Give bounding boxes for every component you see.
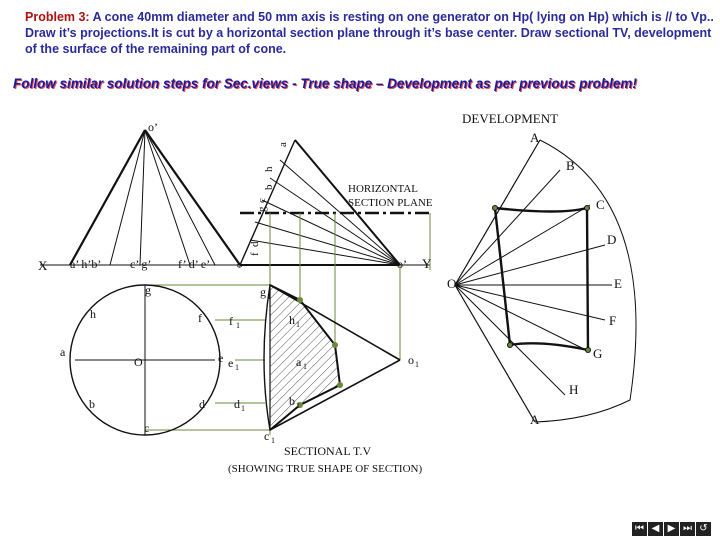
label-hsp-1: HORIZONTAL: [348, 183, 418, 195]
label-f1: f: [229, 314, 233, 328]
first-slide-icon[interactable]: ⏮: [632, 522, 647, 536]
label-dev-a: A: [530, 130, 540, 145]
label-o-right: o’: [397, 257, 407, 271]
label-g1: g: [260, 285, 266, 299]
label-o1-sub: 1: [415, 360, 419, 369]
sectional-top-view: [264, 285, 400, 430]
label-dev-g: G: [593, 346, 603, 361]
prev-slide-icon[interactable]: ◀: [648, 522, 663, 536]
label-dev-b: B: [566, 158, 575, 173]
label-d1: d: [234, 397, 240, 411]
label-tv-e: e: [218, 351, 224, 365]
label-dev-c: C: [596, 197, 605, 212]
label-xy-points: a’ h’b’: [70, 257, 102, 271]
problem-text: A cone 40mm diameter and 50 mm axis is resting on one generator on Hp( lying on Hp) which is // to Vp.. Draw it’s projections.It is cut by a horizontal section plane through it’s base center. Draw sectional TV, development of the surface of the remaining part of cone.: [25, 10, 714, 56]
label-tv-g: g: [145, 283, 151, 297]
label-dev-h: H: [569, 382, 579, 397]
return-icon[interactable]: ↺: [696, 522, 711, 536]
label-o1: o: [408, 353, 414, 367]
label-f1-sub: 1: [236, 321, 240, 330]
label-sectional-tv: SECTIONAL T.V: [284, 444, 372, 458]
label-tv-d: d: [199, 397, 205, 411]
label-gen-a: a: [277, 142, 289, 147]
label-b1-sub: 1: [296, 401, 300, 410]
label-e1-sub: 1: [235, 363, 239, 372]
label-gen-c: c: [256, 198, 268, 203]
label-h1: h: [289, 313, 295, 327]
label-y: Y: [422, 256, 432, 271]
label-h1-sub: 1: [296, 320, 300, 329]
label-gen-b: b: [263, 184, 275, 190]
label-tv-b: b: [89, 397, 95, 411]
label-hsp-2: SECTION PLANE: [348, 197, 433, 209]
last-slide-icon[interactable]: ⏭: [680, 522, 695, 536]
development: [455, 140, 636, 422]
label-g1-sub: 1: [267, 292, 271, 301]
label-gen-f: f: [249, 252, 261, 256]
label-c1-sub: 1: [271, 436, 275, 445]
instruction-banner: Follow similar solution steps for Sec.views - True shape – Development as per previous problem!: [13, 76, 637, 91]
label-x: X: [38, 258, 48, 273]
label-showing: (SHOWING TRUE SHAPE OF SECTION): [228, 463, 423, 475]
label-c1: c: [264, 429, 270, 443]
next-slide-icon[interactable]: ▶: [664, 522, 679, 536]
label-a1-sub: 1: [303, 362, 307, 371]
label-tv-h: h: [90, 307, 96, 321]
label-fde: f’ d’ e’: [178, 257, 211, 271]
label-development: DEVELOPMENT: [462, 111, 559, 126]
label-gen-h: h: [263, 166, 275, 172]
label-dev-d: D: [607, 232, 617, 247]
label-tv-c: c: [144, 421, 150, 435]
problem-number: Problem 3:: [25, 10, 90, 24]
label-a1: a: [296, 355, 302, 369]
label-dev-o: O: [447, 276, 457, 291]
label-dev-a2: A: [530, 412, 540, 427]
label-gen-g: g: [256, 206, 268, 212]
label-cg: c’ g’: [130, 257, 152, 271]
label-d1-sub: 1: [241, 404, 245, 413]
slide-nav: [632, 522, 711, 536]
label-dev-e: E: [614, 276, 622, 291]
label-b1: b: [289, 394, 295, 408]
label-o-top: o’: [148, 120, 158, 134]
label-gen-e: e: [233, 263, 245, 268]
label-dev-f: F: [609, 313, 617, 328]
label-tv-a: a: [60, 345, 66, 359]
label-e1: e: [228, 356, 234, 370]
label-tv-f: f: [198, 311, 202, 325]
label-gen-d: d: [249, 241, 261, 247]
label-tv-o: O: [134, 355, 143, 369]
